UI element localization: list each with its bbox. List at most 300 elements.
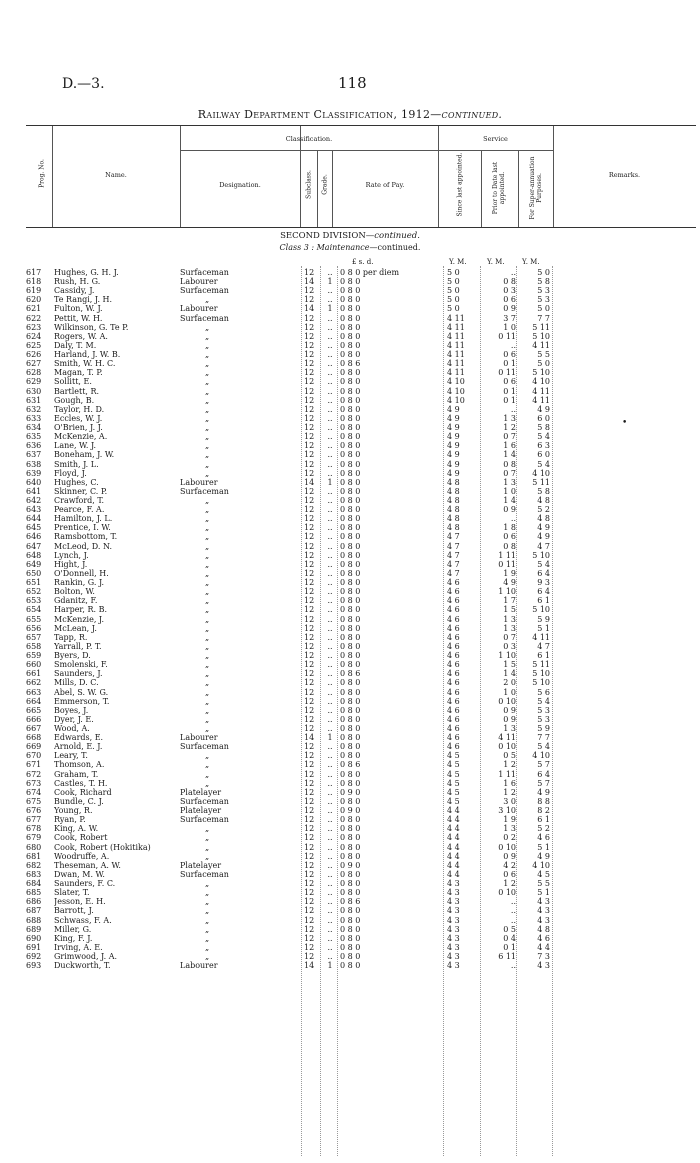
name-cell: Fulton, W. J. (54, 304, 103, 314)
prog-no-cell: 640 (26, 477, 42, 487)
table-row (0, 678, 700, 687)
superannuation-cell: 8 8 (537, 796, 550, 806)
name-cell: Grimwood, J. A. (54, 952, 118, 961)
grade-cell: .. (327, 952, 333, 961)
designation-cell: „ (205, 459, 210, 469)
rate-of-pay-cell: 0 8 0 (340, 851, 361, 861)
since-last-cell: 4 5 (447, 760, 460, 770)
table-row (0, 715, 700, 724)
rate-of-pay-cell: 0 8 0 (340, 450, 361, 460)
rate-of-pay-cell: 0 8 0 (340, 796, 361, 806)
rate-of-pay-cell: 0 8 0 (340, 532, 361, 542)
table-row (0, 824, 700, 833)
designation-cell: „ (205, 386, 210, 396)
divider (518, 151, 519, 227)
table-row (0, 578, 700, 587)
rate-of-pay-cell: 0 9 0 (340, 787, 361, 797)
name-cell: Graham, T. (54, 769, 99, 779)
name-cell: Hughes, C. (54, 477, 99, 487)
prog-no-cell: 674 (26, 787, 42, 797)
prog-no-cell: 627 (26, 359, 42, 369)
prog-no-cell: 619 (26, 286, 42, 296)
since-last-cell: 4 6 (447, 669, 460, 679)
subclass-cell: 12 (304, 395, 315, 405)
prior-to-date-cell: 0 3 (503, 286, 516, 296)
prog-no-cell: 638 (26, 459, 42, 469)
subclass-cell: 12 (304, 459, 315, 469)
subclass-cell: 12 (304, 532, 315, 542)
name-cell: Pearce, F. A. (54, 505, 105, 515)
name-cell: Rankin, G. J. (54, 578, 105, 588)
subclass-cell: 12 (304, 322, 315, 332)
since-last-cell: 4 4 (447, 851, 460, 861)
name-cell: Cook, Robert (54, 833, 108, 843)
prog-no-cell: 625 (26, 340, 42, 350)
since-last-cell: 4 5 (447, 769, 460, 779)
table-row (0, 843, 700, 852)
designation-cell: „ (205, 888, 210, 898)
since-last-cell: 4 6 (447, 696, 460, 706)
name-cell: Harper, R. B. (54, 605, 107, 615)
prior-to-date-cell: 1 9 (503, 815, 516, 825)
table-row (0, 897, 700, 906)
table-row (0, 879, 700, 888)
table-row (0, 587, 700, 596)
prior-to-date-cell: 1 11 (498, 550, 516, 560)
table-row (0, 377, 700, 386)
name-cell: Bartlett, R. (54, 386, 100, 396)
prior-to-date-cell: 1 9 (503, 568, 516, 578)
superannuation-cell: 5 11 (532, 322, 550, 332)
designation-cell: „ (205, 851, 210, 861)
designation-cell: „ (205, 705, 210, 715)
superannuation-cell: 4 10 (532, 860, 550, 870)
subclass-cell: 12 (304, 924, 315, 934)
prior-to-date-cell: 1 2 (503, 879, 516, 889)
designation-cell: „ (205, 687, 210, 697)
rate-of-pay-cell: 0 8 6 (340, 760, 361, 770)
prog-no-cell: 639 (26, 468, 42, 478)
superannuation-cell: 6 0 (537, 450, 550, 460)
rate-of-pay-cell: 0 8 0 (340, 623, 361, 633)
subclass-cell: 14 (304, 477, 315, 487)
rate-of-pay-cell: 0 8 6 (340, 359, 361, 369)
grade-cell: .. (327, 496, 333, 505)
prior-to-date-cell: 0 6 (503, 532, 516, 542)
grade-cell: .. (327, 395, 333, 405)
subclass-cell: 14 (304, 304, 315, 314)
table-row (0, 642, 700, 651)
prior-to-date-cell: .. (510, 906, 516, 916)
rate-of-pay-cell: 0 8 0 (340, 660, 361, 670)
designation-cell: Surfaceman (180, 268, 229, 277)
title-continued: —continued. (430, 108, 503, 121)
name-cell: Thomson, A. (54, 760, 105, 770)
prior-to-date-cell: 1 3 (503, 614, 516, 624)
class-continued: —continued. (369, 243, 421, 252)
designation-cell: Surfaceman (180, 815, 229, 825)
since-last-cell: 4 6 (447, 614, 460, 624)
prior-to-date-cell: 1 8 (503, 523, 516, 533)
subclass-cell: 12 (304, 632, 315, 642)
grade-cell: .. (327, 340, 333, 350)
since-last-cell: 4 3 (447, 897, 460, 907)
table-row (0, 323, 700, 332)
grade-cell: .. (327, 824, 333, 834)
rate-of-pay-cell: 0 8 0 (340, 587, 361, 597)
rate-of-pay-cell: 0 8 0 (340, 395, 361, 405)
superannuation-cell: 6 1 (537, 815, 550, 825)
prog-no-cell: 661 (26, 669, 42, 679)
rate-of-pay-cell: 0 8 6 (340, 669, 361, 679)
superannuation-cell: 4 8 (537, 924, 550, 934)
prior-to-date-cell: 4 9 (503, 578, 516, 588)
designation-cell: „ (205, 505, 210, 515)
rate-of-pay-cell: 0 8 0 (340, 933, 361, 943)
name-cell: Taylor, H. D. (54, 404, 105, 414)
subclass-cell: 12 (304, 523, 315, 533)
since-last-cell: 4 8 (447, 477, 460, 487)
subclass-cell: 12 (304, 568, 315, 578)
subclass-cell: 12 (304, 824, 315, 834)
prior-to-date-cell: 0 10 (498, 742, 516, 752)
subclass-cell: 12 (304, 669, 315, 679)
designation-cell: „ (205, 377, 210, 387)
since-last-cell: 4 9 (447, 459, 460, 469)
prior-to-date-cell: 0 1 (503, 395, 516, 405)
grade-cell: .. (327, 696, 333, 706)
designation-cell: Labourer (180, 733, 218, 743)
since-last-cell: 4 9 (447, 423, 460, 433)
subclass-cell: 12 (304, 687, 315, 697)
prog-no-cell: 659 (26, 651, 42, 661)
rate-of-pay-cell: 0 8 0 (340, 714, 361, 724)
subclass-cell: 12 (304, 486, 315, 496)
rate-of-pay-cell: 0 8 0 (340, 340, 361, 350)
designation-cell: Labourer (180, 304, 218, 314)
prior-to-date-cell: 1 6 (503, 778, 516, 788)
subclass-cell: 12 (304, 705, 315, 715)
prog-no-cell: 650 (26, 568, 42, 578)
table-row (0, 697, 700, 706)
prog-no-cell: 624 (26, 331, 42, 341)
rate-of-pay-cell: 0 8 0 (340, 377, 361, 387)
prog-no-cell: 653 (26, 596, 42, 606)
prog-no-cell: 669 (26, 742, 42, 752)
prior-to-date-cell: 0 6 (503, 350, 516, 360)
grade-cell: .. (327, 623, 333, 633)
prog-no-cell: 689 (26, 924, 42, 934)
designation-cell: „ (205, 632, 210, 642)
name-cell: Gough, B. (54, 395, 95, 405)
superannuation-cell: 5 10 (532, 669, 550, 679)
since-last-cell: 4 8 (447, 505, 460, 515)
since-last-cell: 4 4 (447, 824, 460, 834)
prior-to-date-cell: 1 11 (498, 769, 516, 779)
prog-no-cell: 655 (26, 614, 42, 624)
designation-cell: „ (205, 660, 210, 670)
name-cell: Hamilton, J. L. (54, 514, 113, 524)
rate-of-pay-cell: 0 8 0 (340, 514, 361, 524)
prog-no-cell: 633 (26, 413, 42, 423)
name-cell: Hughes, G. H. J. (54, 268, 119, 277)
table-row (0, 460, 700, 469)
superannuation-cell: 5 2 (537, 505, 550, 515)
prog-no-header: Prog. No. (38, 159, 46, 188)
table-row (0, 414, 700, 423)
superannuation-cell: 5 1 (537, 888, 550, 898)
since-last-cell: 4 6 (447, 660, 460, 670)
table-row (0, 651, 700, 660)
since-last-cell: 4 7 (447, 559, 460, 569)
designation-cell: „ (205, 724, 210, 733)
grade-cell: .. (327, 888, 333, 898)
since-last-cell: 4 5 (447, 796, 460, 806)
prior-to-date-cell: 0 7 (503, 468, 516, 478)
name-cell: Smith, W. H. C. (54, 359, 116, 369)
subclass-cell: 12 (304, 678, 315, 688)
prior-to-date-cell: 1 5 (503, 660, 516, 670)
superannuation-cell: 5 3 (537, 714, 550, 724)
since-last-cell: 4 9 (447, 404, 460, 414)
table-row (0, 387, 700, 396)
designation-cell: „ (205, 395, 210, 405)
since-last-cell: 4 11 (447, 359, 465, 369)
designation-cell: „ (205, 322, 210, 332)
since-last-cell: 4 11 (447, 340, 465, 350)
name-cell: Prentice, I. W. (54, 523, 111, 533)
designation-cell: „ (205, 952, 210, 961)
superannuation-cell: 8 2 (537, 806, 550, 816)
grade-cell: .. (327, 906, 333, 916)
designation-cell: „ (205, 550, 210, 560)
rate-of-pay-cell: 0 8 6 (340, 897, 361, 907)
prior-to-date-cell: 1 2 (503, 760, 516, 770)
subclass-cell: 12 (304, 915, 315, 925)
name-cell: Arnold, E. J. (54, 742, 103, 752)
name-cell: Floyd, J. (54, 468, 87, 478)
prior-to-date-cell: 1 4 (503, 496, 516, 505)
superannuation-cell: 4 11 (532, 386, 550, 396)
name-cell: Miller, G. (54, 924, 92, 934)
prog-no-cell: 635 (26, 432, 42, 442)
table-row (0, 669, 700, 678)
grade-cell: .. (327, 724, 333, 733)
since-last-cell: 4 3 (447, 961, 460, 971)
margin-dot: • (622, 418, 628, 428)
superannuation-cell: 6 1 (537, 651, 550, 661)
rate-of-pay-cell: 0 9 0 (340, 860, 361, 870)
superannuation-cell: 5 8 (537, 423, 550, 433)
designation-cell: Platelayer (180, 806, 222, 816)
name-cell: Smolenski, F. (54, 660, 108, 670)
grade-cell: .. (327, 322, 333, 332)
table-row (0, 961, 700, 970)
designation-cell: „ (205, 696, 210, 706)
grade-cell: .. (327, 413, 333, 423)
name-cell: Schwass, F. A. (54, 915, 112, 925)
name-cell: Ryan, P. (54, 815, 86, 825)
since-last-cell: 4 10 (447, 395, 465, 405)
table-row (0, 852, 700, 861)
table-header (26, 125, 696, 228)
subclass-cell: 12 (304, 851, 315, 861)
prog-no-cell: 660 (26, 660, 42, 670)
since-last-cell: 4 6 (447, 651, 460, 661)
prior-to-date-cell: 0 7 (503, 432, 516, 442)
prog-no-cell: 645 (26, 523, 42, 533)
service-header: Service (483, 135, 508, 143)
prior-to-date-cell: 0 11 (498, 559, 516, 569)
table-row (0, 277, 700, 286)
prog-no-cell: 658 (26, 641, 42, 651)
rate-of-pay-cell: 0 8 0 (340, 696, 361, 706)
rate-of-pay-cell: 0 8 0 (340, 678, 361, 688)
superannuation-cell: 5 4 (537, 742, 550, 752)
prog-no-cell: 637 (26, 450, 42, 460)
rate-of-pay-cell: 0 8 0 (340, 386, 361, 396)
prior-to-date-cell: 0 7 (503, 632, 516, 642)
grade-cell: .. (327, 660, 333, 670)
grade-cell: .. (327, 578, 333, 588)
grade-cell: 1 (327, 733, 333, 743)
name-cell: Cook, Richard (54, 787, 112, 797)
prior-to-date-cell: 0 6 (503, 377, 516, 387)
prior-to-date-cell: 0 11 (498, 331, 516, 341)
since-last-cell: 4 5 (447, 787, 460, 797)
rate-of-pay-cell: 0 8 0 (340, 277, 361, 287)
subclass-cell: 12 (304, 377, 315, 387)
since-last-cell: 4 6 (447, 678, 460, 688)
superannuation-cell: 5 3 (537, 295, 550, 305)
division-continued: continued. (374, 231, 420, 241)
since-last-cell: 4 9 (447, 441, 460, 451)
subclass-cell: 12 (304, 541, 315, 551)
prog-no-cell: 631 (26, 395, 42, 405)
name-cell: McKenzie, J. (54, 614, 105, 624)
grade-cell: .. (327, 459, 333, 469)
rate-of-pay-cell: 0 8 0 (340, 961, 361, 971)
prior-to-date-cell: 0 1 (503, 942, 516, 952)
since-last-cell: 4 8 (447, 496, 460, 505)
since-last-cell: 4 3 (447, 942, 460, 952)
designation-cell: „ (205, 778, 210, 788)
prior-to-date-cell: 1 3 (503, 623, 516, 633)
designation-cell: „ (205, 769, 210, 779)
prior-to-date-cell: 1 4 (503, 450, 516, 460)
prog-no-cell: 672 (26, 769, 42, 779)
prog-no-cell: 654 (26, 605, 42, 615)
rate-of-pay-cell: 0 8 0 (340, 578, 361, 588)
table-row (0, 624, 700, 633)
name-cell: Boneham, J. W. (54, 450, 115, 460)
name-cell: Jesson, E. H. (54, 897, 106, 907)
designation-cell: „ (205, 432, 210, 442)
name-cell: Daly, T. M. (54, 340, 97, 350)
prior-to-date-cell: 0 9 (503, 851, 516, 861)
designation-cell: Surfaceman (180, 796, 229, 806)
subclass-cell: 12 (304, 368, 315, 378)
superannuation-cell: 5 10 (532, 605, 550, 615)
rate-of-pay-cell: 0 8 0 (340, 286, 361, 296)
designation-cell: „ (205, 669, 210, 679)
designation-cell: „ (205, 933, 210, 943)
since-last-cell: 4 11 (447, 331, 465, 341)
name-cell: Gdanitz, F. (54, 596, 98, 606)
designation-cell: Surfaceman (180, 486, 229, 496)
designation-cell: „ (205, 413, 210, 423)
designation-cell: Surfaceman (180, 869, 229, 879)
since-last-cell: 4 4 (447, 860, 460, 870)
prog-no-cell: 630 (26, 386, 42, 396)
grade-cell: .. (327, 514, 333, 524)
superannuation-cell: 5 0 (537, 304, 550, 314)
grade-cell: .. (327, 787, 333, 797)
superannuation-cell: 7 3 (537, 952, 550, 961)
superannuation-cell: 6 4 (537, 587, 550, 597)
designation-cell: „ (205, 532, 210, 542)
grade-cell: .. (327, 915, 333, 925)
superannuation-cell: 6 3 (537, 441, 550, 451)
since-last-cell: 4 5 (447, 751, 460, 761)
prog-no-cell: 617 (26, 268, 42, 277)
grade-cell: .. (327, 705, 333, 715)
superannuation-cell: 5 4 (537, 696, 550, 706)
superannuation-cell: 4 9 (537, 404, 550, 414)
table-row (0, 542, 700, 551)
prior-to-date-cell: 1 0 (503, 322, 516, 332)
since-last-cell: 4 6 (447, 596, 460, 606)
superannuation-cell: 4 3 (537, 961, 550, 971)
designation-cell: „ (205, 587, 210, 597)
table-row (0, 751, 700, 760)
name-cell: Theseman, A. W. (54, 860, 121, 870)
designation-cell: „ (205, 596, 210, 606)
name-header: Name. (105, 171, 127, 179)
grade-cell: .. (327, 587, 333, 597)
prog-no-cell: 643 (26, 505, 42, 515)
since-last-cell: 5 0 (447, 286, 460, 296)
table-row (0, 760, 700, 769)
superannuation-cell: 4 9 (537, 787, 550, 797)
divider (481, 151, 482, 227)
designation-cell: „ (205, 605, 210, 615)
grade-cell: .. (327, 842, 333, 852)
prog-no-cell: 620 (26, 295, 42, 305)
table-row (0, 906, 700, 915)
since-last-cell: 4 10 (447, 386, 465, 396)
name-cell: King, A. W. (54, 824, 99, 834)
rate-of-pay-cell: 0 8 0 (340, 952, 361, 961)
subclass-cell: 12 (304, 897, 315, 907)
grade-cell: .. (327, 331, 333, 341)
grade-cell: .. (327, 669, 333, 679)
since-last-cell: 5 0 (447, 295, 460, 305)
division-text: SECOND DIVISION— (280, 231, 375, 241)
superannuation-cell: 5 10 (532, 550, 550, 560)
table-row (0, 888, 700, 897)
subclass-cell: 12 (304, 441, 315, 451)
rate-of-pay-cell: 0 8 0 (340, 778, 361, 788)
designation-cell: „ (205, 568, 210, 578)
subclass-cell: 12 (304, 559, 315, 569)
rate-of-pay-cell: 0 8 0 (340, 605, 361, 615)
table-row (0, 596, 700, 605)
designation-cell: „ (205, 559, 210, 569)
superannuation-cell: 5 5 (537, 350, 550, 360)
table-row (0, 532, 700, 541)
name-cell: Rogers, W. A. (54, 331, 108, 341)
